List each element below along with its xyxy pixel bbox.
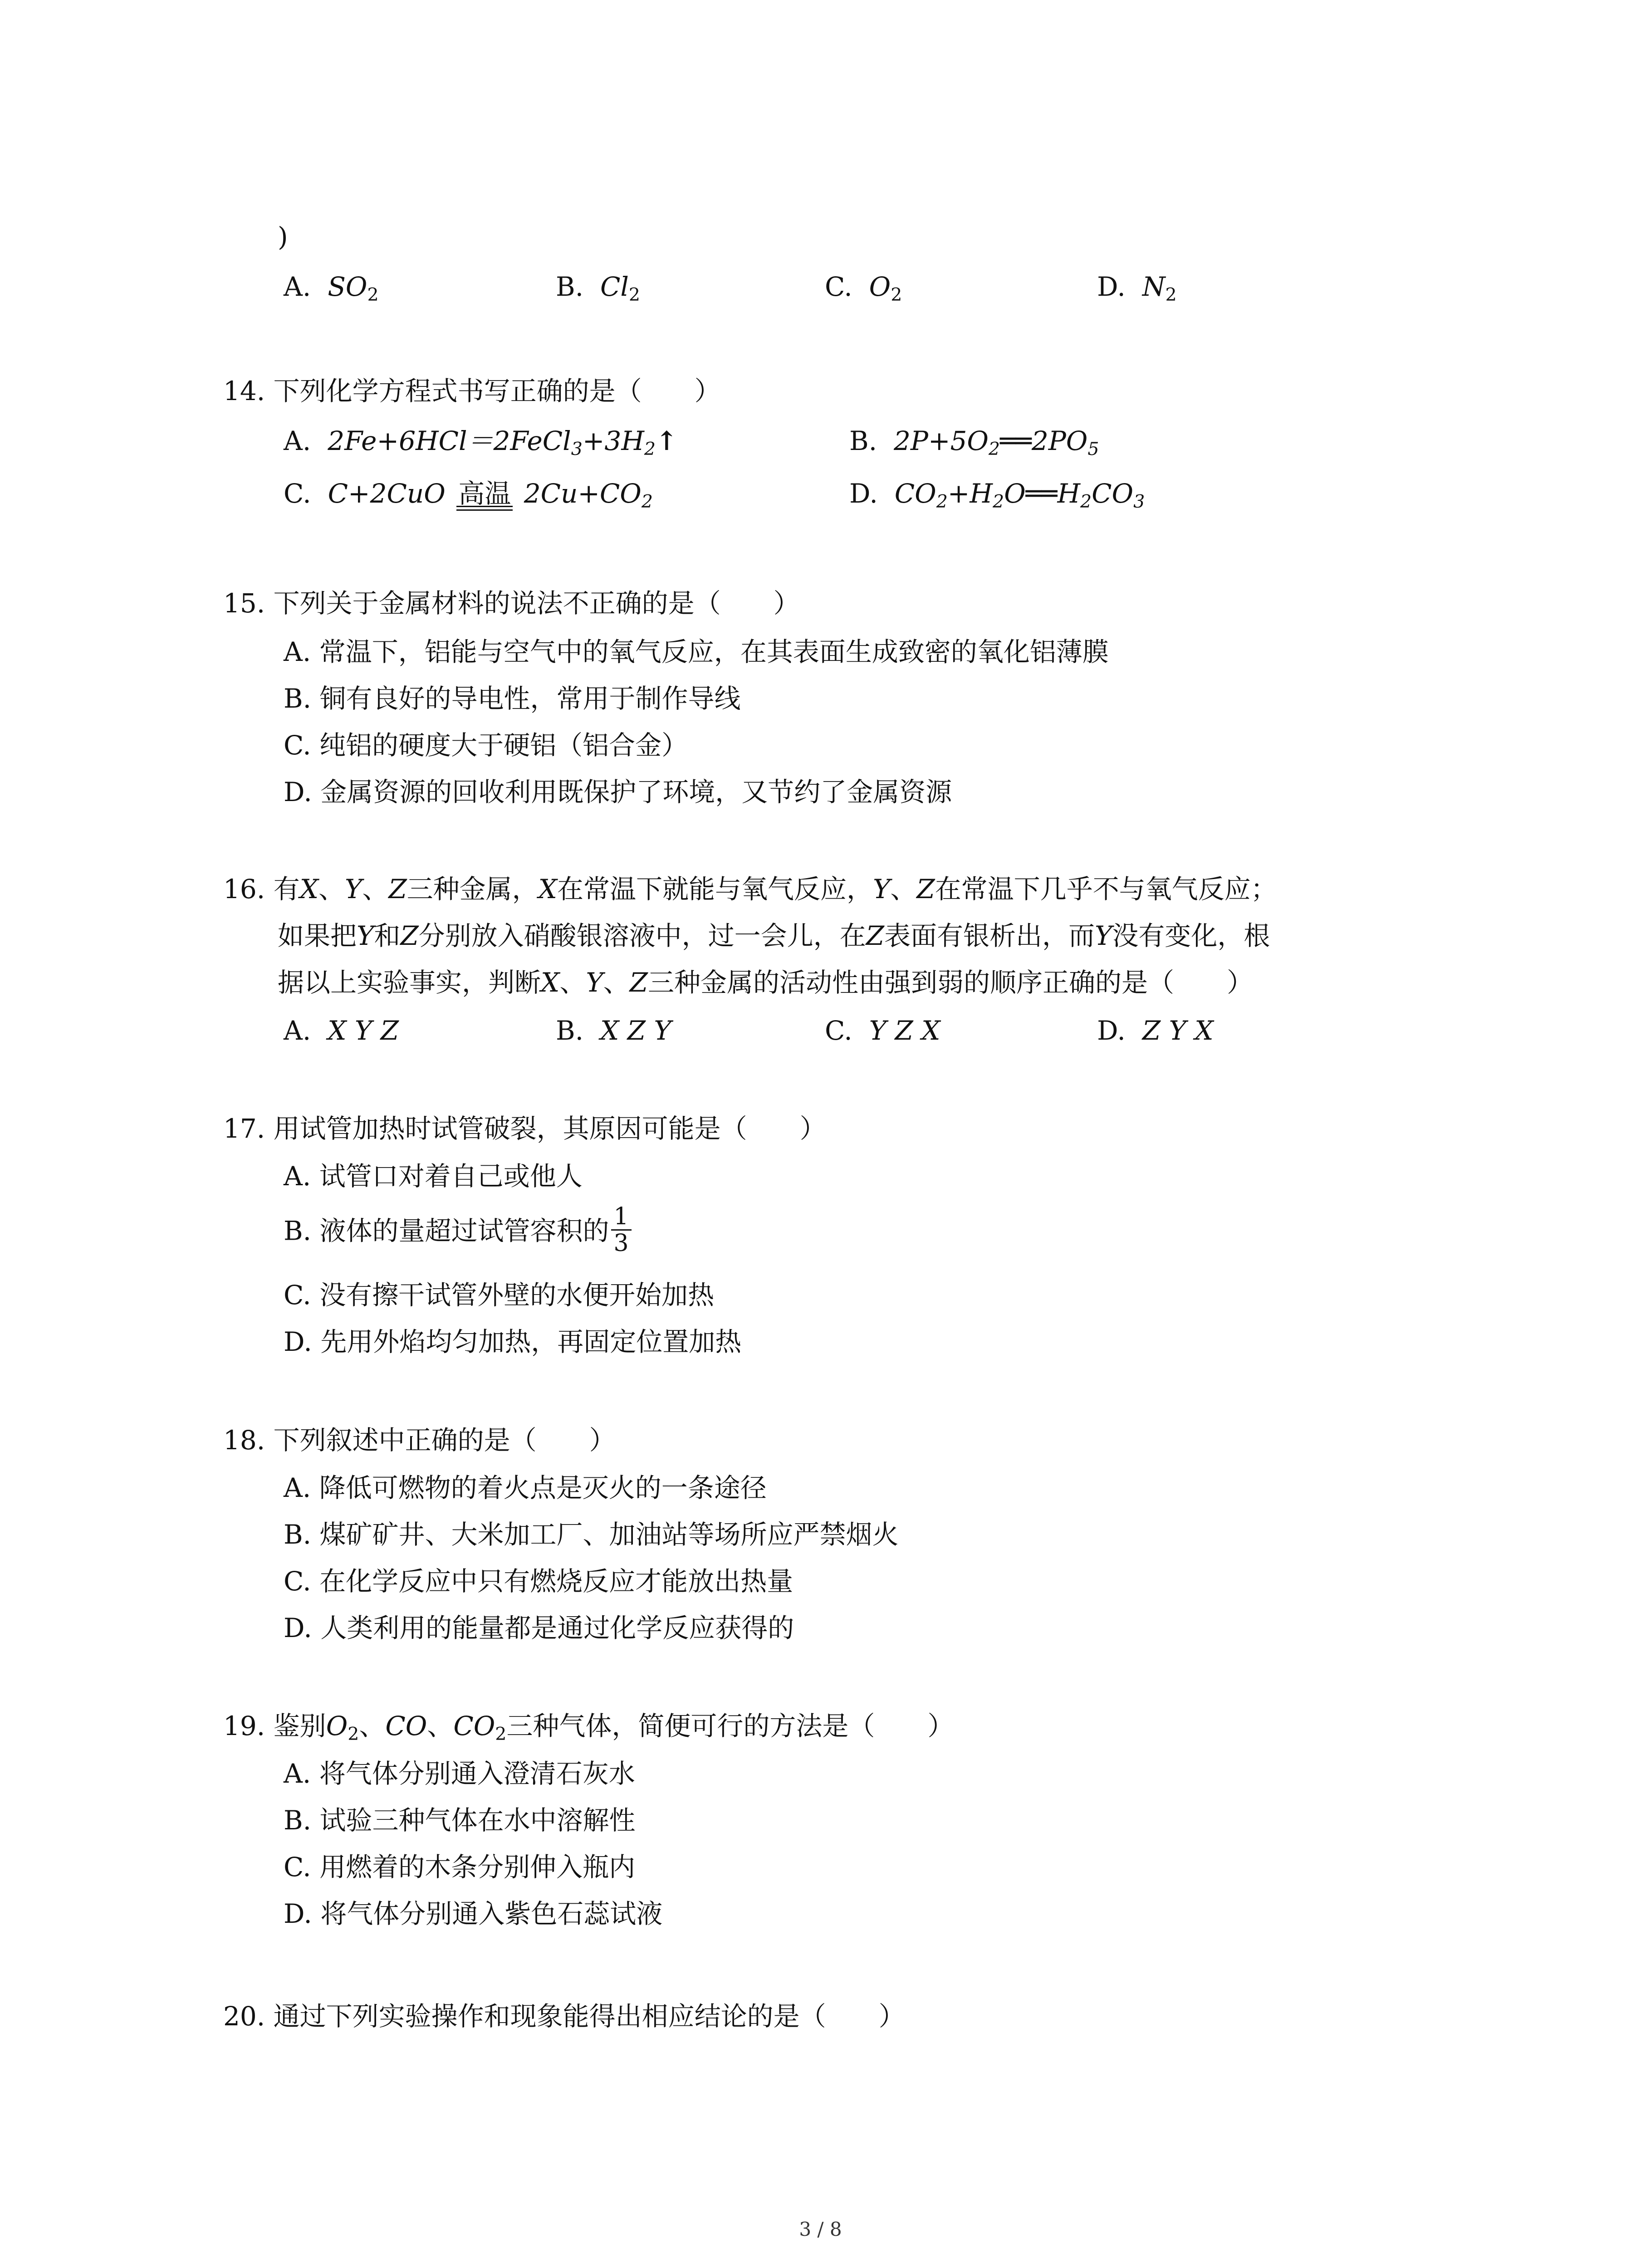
fraction-one-third: $\frac{1}{3}$ — [611, 1204, 632, 1256]
q16-option-d: D. Z Y X — [1097, 1015, 1214, 1046]
q16-stem-line-3: 据以上实验事实，判断X、Y、Z三种金属的活动性由强到弱的顺序正确的是（ ） — [278, 967, 1253, 998]
q13-option-b: B. $Cl_2$ — [556, 271, 640, 306]
q14-option-a: A. $2Fe+6HCl=2FeCl_3+3H_2↑$ — [284, 425, 678, 460]
q19-option-b: B. 试验三种气体在水中溶解性 — [284, 1805, 636, 1836]
q13-option-a: A. $SO_2$ — [284, 271, 379, 306]
q14-option-c: C. C+2CuO 高温 $2Cu+CO_2$ — [284, 475, 653, 512]
q16-option-a: A. X Y Z — [284, 1015, 399, 1046]
q19-option-a: A. 将气体分别通入澄清石灰水 — [284, 1758, 635, 1789]
q14-option-b: B. $2P+5O_2══2PO_5$ — [849, 425, 1099, 460]
q18-stem: 18. 下列叙述中正确的是（ ） — [223, 1425, 616, 1456]
q13-paren-close: ) — [278, 221, 288, 252]
q13-option-d: D. $N_2$ — [1097, 271, 1177, 306]
q19-option-d: D. 将气体分别通入紫色石蕊试液 — [284, 1898, 663, 1929]
q16-stem-line-1: 16. 有X、Y、Z三种金属，X在常温下就能与氧气反应，Y、Z在常温下几乎不与氧气反应； — [223, 874, 1277, 904]
q14-option-d: D. $CO_2+H_2O══H_2CO_3$ — [849, 478, 1145, 513]
q16-option-c: C. Y Z X — [825, 1015, 941, 1046]
q13-option-c: C. $O_2$ — [825, 271, 902, 306]
q18-option-a: A. 降低可燃物的着火点是灭火的一条途径 — [284, 1472, 767, 1503]
q18-option-d: D. 人类利用的能量都是通过化学反应获得的 — [284, 1613, 794, 1643]
q17-option-d: D. 先用外焰均匀加热，再固定位置加热 — [284, 1326, 742, 1357]
q19-option-c: C. 用燃着的木条分别伸入瓶内 — [284, 1852, 636, 1882]
q15-option-d: D. 金属资源的回收利用既保护了环境，又节约了金属资源 — [284, 777, 952, 807]
q15-option-c: C. 纯铝的硬度大于硬铝（铝合金） — [284, 730, 688, 761]
q17-option-a: A. 试管口对着自己或他人 — [284, 1161, 583, 1192]
q17-stem: 17. 用试管加热时试管破裂，其原因可能是（ ） — [223, 1113, 826, 1144]
q19-stem: 19. 鉴别$O_2$、CO、$CO_2$三种气体，简便可行的方法是（ ） — [223, 1711, 954, 1745]
q15-stem: 15. 下列关于金属材料的说法不正确的是（ ） — [223, 588, 800, 619]
q15-option-a: A. 常温下，铝能与空气中的氧气反应，在其表面生成致密的氧化铝薄膜 — [284, 636, 1109, 667]
q18-option-c: C. 在化学反应中只有燃烧反应才能放出热量 — [284, 1566, 794, 1597]
q17-option-c: C. 没有擦干试管外壁的水便开始加热 — [284, 1280, 715, 1310]
reaction-condition: 高温 — [456, 475, 514, 512]
q14-stem: 14. 下列化学方程式书写正确的是（ ） — [223, 376, 721, 406]
q15-option-b: B. 铜有良好的导电性，常用于制作导线 — [284, 683, 741, 714]
q16-stem-line-2: 如果把Y和Z分别放入硝酸银溶液中，过一会儿，在Z表面有银析出，而Y没有变化，根 — [278, 920, 1270, 951]
q16-option-b: B. X Z Y — [556, 1015, 671, 1046]
q17-option-b: B. 液体的量超过试管容积的 $\frac{1}{3}$ — [284, 1210, 632, 1256]
page-number: 3 / 8 — [799, 2218, 842, 2240]
q18-option-b: B. 煤矿矿井、大米加工厂、加油站等场所应严禁烟火 — [284, 1519, 899, 1550]
q20-stem: 20. 通过下列实验操作和现象能得出相应结论的是（ ） — [223, 2001, 905, 2032]
